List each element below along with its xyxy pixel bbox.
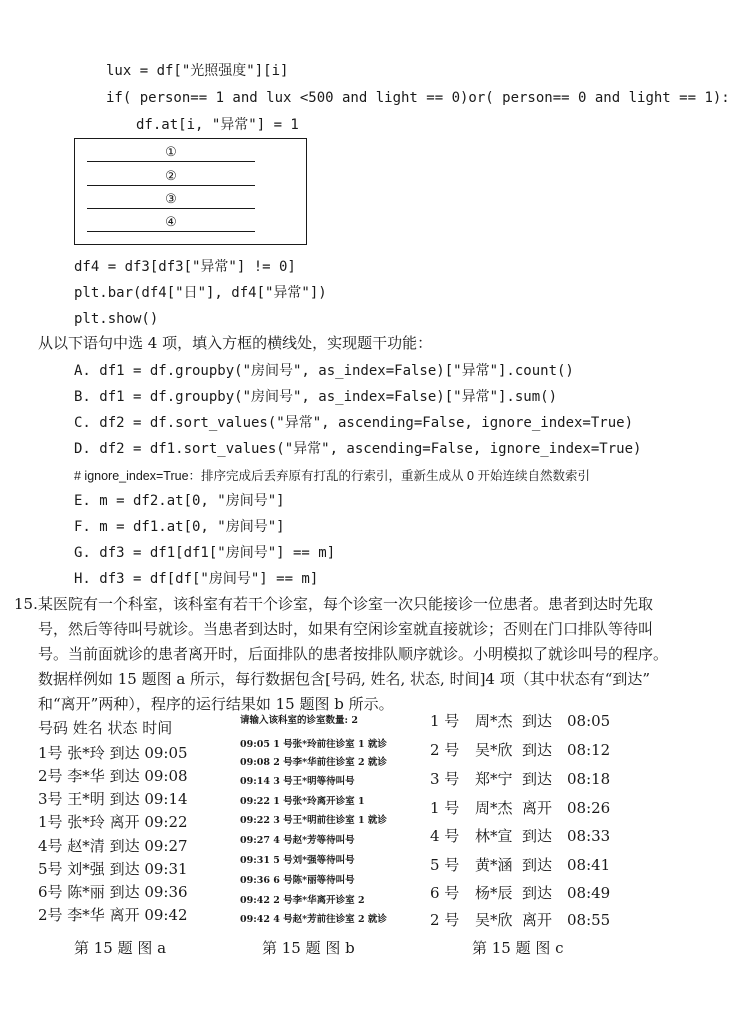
fig-a-row: 5号 刘*强 到达 09:31 (38, 860, 188, 878)
code-line: if( person== 1 and lux <500 and light == 0)or( person== 0 and light == 1): (106, 90, 730, 106)
option-f: F. m = df1.at[0, "房间号"] (74, 519, 285, 535)
fig-b-row: 09:22 3 号王*明前往诊室 1 就诊 (240, 815, 387, 826)
fig-c-cell: 08:55 (567, 911, 611, 929)
code-line: plt.show() (74, 311, 159, 327)
fig-b-row: 09:36 6 号陈*丽等待叫号 (240, 875, 355, 886)
fig-c-cell: 2 号 (430, 741, 460, 759)
fig-b-row: 09:08 2 号李*华前往诊室 2 就诊 (240, 757, 387, 768)
option-c: C. df2 = df.sort_values("异常", ascending=False, ignore_index=True) (74, 415, 634, 431)
blank-3[interactable]: ③ (87, 191, 255, 209)
answer-box (74, 138, 307, 245)
fig-c-cell: 到达 (522, 827, 553, 845)
fig-c-cell: 2 号 (430, 911, 460, 929)
fig-c-cell: 到达 (522, 856, 553, 874)
question-line: 号，然后等待叫号就诊。当患者到达时，如果有空闲诊室就直接就诊；否则在门口排队等待叫 (38, 620, 654, 638)
code-line: plt.bar(df4["日"], df4["异常"]) (74, 285, 327, 301)
fig-c-cell: 1 号 (430, 712, 460, 730)
code-line: df4 = df3[df3["异常"] != 0] (74, 259, 296, 275)
fig-b-row: 09:22 1 号张*玲离开诊室 1 (240, 796, 365, 807)
question-number: 15. (14, 595, 38, 613)
blank-4[interactable]: ④ (87, 214, 255, 232)
fig-a-row: 2号 李*华 到达 09:08 (38, 767, 188, 785)
fig-b-row: 09:31 5 号刘*强等待叫号 (240, 855, 355, 866)
blank-1[interactable]: ① (87, 144, 255, 162)
fig-c-cell: 5 号 (430, 856, 460, 874)
question-line: 某医院有一个科室，该科室有若干个诊室，每个诊室一次只能接诊一位患者。患者到达时先取 (38, 595, 654, 613)
fig-a-row: 1号 张*玲 离开 09:22 (38, 813, 188, 831)
fig-a-row: 1号 张*玲 到达 09:05 (38, 744, 188, 762)
fig-a-header: 号码 姓名 状态 时间 (38, 719, 173, 737)
fig-b-row: 09:42 4 号赵*芳前往诊室 2 就诊 (240, 914, 387, 925)
caption-c: 第 15 题 图 c (472, 939, 564, 957)
option-g: G. df3 = df1[df1["房间号"] == m] (74, 545, 336, 561)
fig-c-cell: 08:33 (567, 827, 611, 845)
fig-b-row: 09:27 4 号赵*芳等待叫号 (240, 835, 355, 846)
fig-c-cell: 离开 (522, 799, 553, 817)
fig-c-cell: 08:05 (567, 712, 611, 730)
fig-c-cell: 吴*欣 (475, 741, 513, 759)
fig-c-cell: 郑*宁 (475, 770, 513, 788)
fig-c-cell: 08:41 (567, 856, 611, 874)
blank-2[interactable]: ② (87, 168, 255, 186)
fig-a-row: 6号 陈*丽 到达 09:36 (38, 883, 188, 901)
fig-c-cell: 到达 (522, 884, 553, 902)
fig-c-cell: 吴*欣 (475, 911, 513, 929)
fig-c-cell: 08:18 (567, 770, 611, 788)
option-d: D. df2 = df1.sort_values("异常", ascending=False, ignore_index=True) (74, 441, 642, 457)
question-line: 和“离开”两种），程序的运行结果如 15 题图 b 所示。 (38, 695, 394, 713)
question-line: 号。当前面就诊的患者离开时，后面排队的患者按排队顺序就诊。小明模拟了就诊叫号的程序。 (38, 645, 669, 663)
fig-c-cell: 08:26 (567, 799, 611, 817)
fig-c-cell: 08:49 (567, 884, 611, 902)
code-line: lux = df["光照强度"][i] (106, 63, 289, 79)
question-15 (14, 592, 728, 717)
option-b: B. df1 = df.groupby("房间号", as_index=False)["异常"].sum() (74, 389, 558, 405)
fig-c-cell: 杨*辰 (475, 884, 513, 902)
fig-c-cell: 周*杰 (475, 712, 513, 730)
fig-a-row: 2号 李*华 离开 09:42 (38, 906, 188, 924)
fig-c-cell: 08:12 (567, 741, 611, 759)
fig-c-cell: 6 号 (430, 884, 460, 902)
option-comment: # ignore_index=True：排序完成后丢弃原有打乱的行索引，重新生成从 0 开始连续自然数索引 (74, 469, 590, 483)
fig-c-cell: 周*杰 (475, 799, 513, 817)
caption-b: 第 15 题 图 b (262, 939, 355, 957)
fig-c-cell: 离开 (522, 911, 553, 929)
option-a: A. df1 = df.groupby("房间号", as_index=False)["异常"].count() (74, 363, 574, 379)
option-e: E. m = df2.at[0, "房间号"] (74, 493, 285, 509)
instruction: 从以下语句中选 4 项，填入方框的横线处，实现题干功能： (38, 334, 433, 352)
fig-c-cell: 到达 (522, 741, 553, 759)
question-line: 数据样例如 15 题图 a 所示，每行数据包含[号码, 姓名, 状态, 时间]4 项（其中状态有“到达” (38, 670, 651, 688)
fig-c-cell: 1 号 (430, 799, 460, 817)
fig-b-row: 09:05 1 号张*玲前往诊室 1 就诊 (240, 739, 387, 750)
fig-b-row: 09:14 3 号王*明等待叫号 (240, 776, 355, 787)
fig-c-cell: 到达 (522, 712, 553, 730)
fig-c-cell: 林*宣 (475, 827, 513, 845)
fig-c-cell: 4 号 (430, 827, 460, 845)
fig-b-row: 09:42 2 号李*华离开诊室 2 (240, 895, 365, 906)
fig-c-cell: 3 号 (430, 770, 460, 788)
fig-c-cell: 黄*涵 (475, 856, 513, 874)
fig-a-row: 3号 王*明 到达 09:14 (38, 790, 188, 808)
option-h: H. df3 = df[df["房间号"] == m] (74, 571, 319, 587)
fig-b-row: 请输入该科室的诊室数量: 2 (240, 715, 358, 726)
caption-a: 第 15 题 图 a (74, 939, 167, 957)
fig-a-row: 4号 赵*清 到达 09:27 (38, 837, 188, 855)
code-line: df.at[i, "异常"] = 1 (136, 117, 299, 133)
fig-c-cell: 到达 (522, 770, 553, 788)
